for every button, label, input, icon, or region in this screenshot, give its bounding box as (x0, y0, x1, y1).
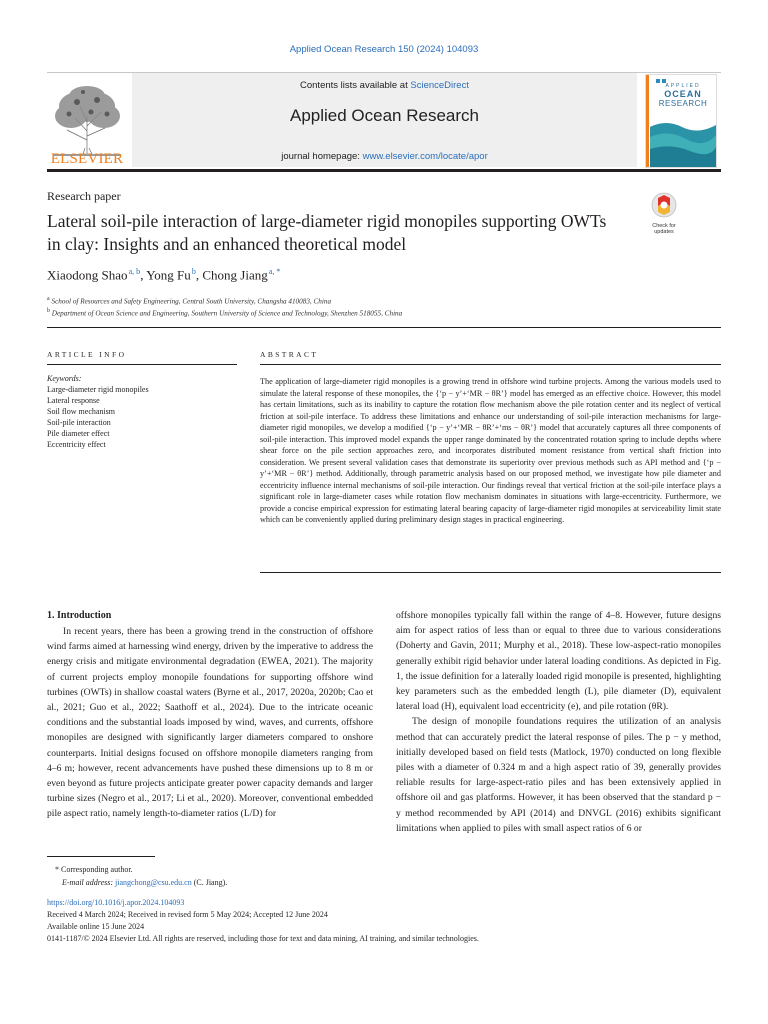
journal-cover (645, 74, 717, 168)
footnote-rule (47, 856, 155, 857)
contents-prefix: Contents lists available at (300, 80, 411, 91)
keywords-label: Keywords: (47, 374, 82, 383)
paper-title: Lateral soil-pile interaction of large-diameter rigid monopiles supporting OWTs in clay: Insights and an enhanced theoretical model (47, 211, 607, 254)
body-paragraph: offshore monopiles typically fall within the range of 4–8. However, future designs aim for aspect ratios of less than or equal to three due to various considerations (Doherty and Gavin, 2011; Murphy et al., 2018). These low-aspect-ratio monopiles generally exhibit rigid behavior under lateral loading conditions. As depicted in Fig. 1, the issue definition for a laterally loaded rigid monopile is presented, highlighting key parameters such as the embedded length (L), pile diameter (D), equivalent lateral load (H), equivalent load eccentricity (e), and pile rotation (θR). (396, 610, 721, 713)
body-paragraph: The design of monopile foundations requires the utilization of an analysis method that can accurately predict the lateral response of piles. The p − y method, initially developed based on field tests (Matlock, 1970) conducted on long flexible piles with a diameter of 0.324 m and a high aspect ratio of 39, generally provides reliable results for large-aspect-ratio piles and has been extensively applied in offshore oil and gas platforms. However, it has been observed that the standard p − y method recommended by API (2014) and DNVGL (2016) exhibits significant limitations when applied to piles with small aspect ratios of 6 or (396, 716, 721, 834)
header-bottom-rule (47, 169, 721, 172)
journal-title: Applied Ocean Research (289, 106, 479, 125)
homepage-prefix: journal homepage: (281, 151, 363, 162)
author-name: Xiaodong Shao (47, 267, 128, 283)
keyword-item: Lateral response (47, 396, 100, 405)
affil-text: School of Resources and Safety Engineering, Central South University, Changsha 410083, China (51, 297, 332, 306)
email-label: E-mail address: (62, 878, 116, 887)
affiliation-a (47, 296, 331, 305)
check-updates-line2: updates (654, 229, 674, 235)
keyword-item: Pile diameter effect (47, 429, 110, 438)
publication-info (47, 897, 727, 945)
email-suffix: (C. Jiang). (191, 878, 228, 887)
abstract-rule (260, 364, 721, 365)
affiliation-b (47, 308, 402, 317)
cover-title-line2: OCEAN (664, 89, 702, 99)
article-info-rule (47, 364, 237, 365)
journal-homepage (132, 151, 637, 162)
author-name: Yong Fu (146, 267, 191, 283)
contents-line (132, 80, 637, 91)
check-for-updates-badge[interactable] (647, 192, 681, 235)
article-head-rule (47, 327, 721, 328)
check-updates-label (647, 223, 681, 235)
keywords-block (47, 373, 237, 450)
cover-title-line3: RESEARCH (658, 99, 708, 108)
elsevier-wordmark: ELSEVIER (50, 151, 124, 167)
abstract-heading: ABSTRACT (260, 350, 319, 359)
section-heading-introduction: 1. Introduction (47, 610, 112, 621)
check-updates-line1: Check for (652, 223, 676, 229)
affil-text: Department of Ocean Science and Engineering, Southern University of Science and Technology, Shenzhen 518055, China (51, 309, 403, 318)
author-affil-marker[interactable]: a, b (128, 267, 141, 276)
corresponding-author-note: * Corresponding author. (55, 865, 133, 874)
check-updates-icon (647, 192, 681, 218)
author-affil-marker[interactable]: a, * (268, 267, 281, 276)
author-name: Chong Jiang (202, 267, 268, 283)
homepage-link[interactable]: www.elsevier.com/locate/apor (362, 151, 488, 162)
copyright-line: 0141-1187/© 2024 Elsevier Ltd. All rights are reserved, including those for text and data mining, AI training, and similar technologies. (47, 934, 479, 943)
received-dates: Received 4 March 2024; Received in revised form 5 May 2024; Accepted 12 June 2024 (47, 910, 328, 919)
journal-citation[interactable]: Applied Ocean Research 150 (2024) 104093 (289, 44, 479, 55)
body-column-right (396, 608, 721, 836)
article-info-heading: ARTICLE INFO (47, 350, 127, 359)
affil-marker: a (47, 296, 50, 302)
sciencedirect-link[interactable]: ScienceDirect (410, 80, 469, 91)
body-column-left (47, 624, 373, 822)
abstract-bottom-rule (260, 572, 721, 573)
body-paragraph: In recent years, there has been a growing trend in the construction of offshore wind farms aimed at harnessing wind energy, driven by the imperative to address the energy crisis and mitigate environmental degradation (EWEA, 2021). The majority of current projects employ monopile foundations for supporting offshore wind turbines (OWTs) in shallow coastal waters (Byrne et al., 2017, 2020a, 2020b; Cao et al., 2021; Guo et al., 2022; Saathoff et al., 2024). Due to the intricate oceanic conditions and the substantial loads imposed by wind, waves, and currents, offshore monopiles are designed with significantly larger diameters compared to onshore counterparts. Initial designs focused on offshore monopile diameters ranging from 4–6 m; however, recent advancements have pushed these dimensions up to 8 m or even beyond as future projects anticipate greater power capacity demands and larger turbine sizes (Negro et al., 2017; Li et al., 2020). Moreover, conventional embedded pile aspect ratio, namely length-to-diameter ratios (L/D) for (47, 626, 373, 820)
author-list: Xiaodong Shao $^{a, b}$, Yong Fu $^b$, Chong Jiang $^{a, *}$ (47, 267, 281, 283)
author-affil-marker[interactable]: b (191, 267, 196, 276)
available-online: Available online 15 June 2024 (47, 922, 145, 931)
keyword-item: Large-diameter rigid monopiles (47, 385, 149, 394)
email-link[interactable]: jiangchong@csu.edu.cn (115, 878, 192, 887)
doi-link[interactable]: https://doi.org/10.1016/j.apor.2024.104093 (47, 898, 185, 907)
affil-marker: b (47, 308, 50, 314)
keyword-item: Eccentricity effect (47, 440, 106, 449)
abstract-text: The application of large-diameter rigid monopiles is a growing trend in offshore wind turbine projects. Among the various models used to simulate the lateral response of these monopiles, the {‘p − y’+‘MR − θR’} model has emerged as an effective choice. However, this model has certain limitations, such as its inability to capture the rotation flow mechanism above the pile rotation center and its neglect of vertical friction at soil-pile interface. To address these limitations and enhance our understanding of soil-pile interaction mechanisms for large-diameter rigid monopiles, we develop a modified {‘p − y’+‘MR − θR’+‘ms − θR’} model that accurately captures all three components of soil-pile interaction. This improved model expands the upper range dominated by the concentrated rotation spring to include depths where shear force on the pile section approaches zero, and incorporates distributed moment resistance from vertical shaft friction into consideration. We present several validation cases that demonstrate its superiority over previous methods such as API method and {‘p − y’+‘MR − θR’} method. Additionally, through parametric analysis based on our proposed method, we investigate how pile diameter and eccentricity influence internal mechanisms of soil-pile interaction. Our findings reveal that vertical friction at the soil-pile interface plays a significant role in large-diameter cases while rotation flow mechanism dominates in situations with large-eccentricity. Furthermore, we provide a concise empirical expression for estimating lateral bearing capacity of large-diameter rigid monopiles at serviceability limit state which can be conveniently applied during preliminary design stages in practical engineering. (260, 377, 721, 524)
keyword-item: Soil-pile interaction (47, 418, 111, 427)
email-note (62, 877, 227, 889)
article-type: Research paper (47, 189, 121, 203)
keyword-item: Soil flow mechanism (47, 407, 115, 416)
cover-title-line1: APPLIED (665, 83, 701, 89)
